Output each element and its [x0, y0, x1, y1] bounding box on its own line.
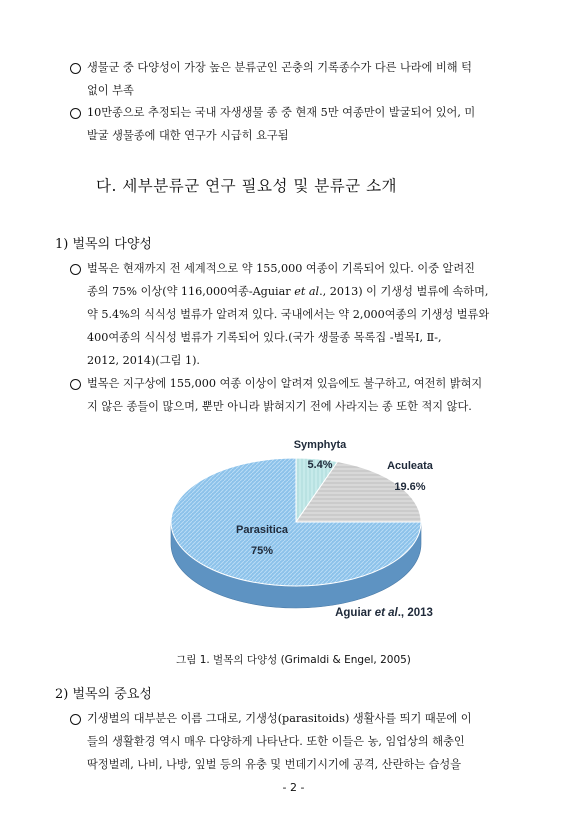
pie-chart [0, 425, 587, 655]
bullet-circle [70, 714, 81, 725]
italic-text: et al [294, 285, 320, 298]
slice-value-label: 19.6% [394, 481, 426, 493]
bullet-text: 생물군 중 다양성이 가장 높은 분류군인 곤충의 기록종수가 다른 나라에 비해 턱 [87, 61, 472, 74]
bullet-text: 지 않은 종들이 많으며, 뿐만 아니라 밝혀지기 전에 사라지는 종 또한 적지 않다. [87, 400, 472, 413]
slice-name-label: Symphyta [293, 439, 347, 451]
subsection-title: 2) 벌목의 중요성 [55, 687, 152, 702]
bullet-text: 벌목은 현재까지 전 세계적으로 약 155,000 여종이 기록되어 있다. 이중 알려진 [87, 262, 475, 275]
bullet-text: 들의 생활환경 역시 매우 다양하게 나타난다. 또한 이들은 농, 임업상의 해충인 [87, 735, 465, 748]
bullet-text: 약 5.4%의 식식성 벌류가 알려져 있다. 국내에서는 약 2,000여종의 기생성 벌류와 [87, 308, 490, 321]
slice-value-label: 5.4% [307, 459, 333, 471]
slice-name-label: Parasitica [236, 524, 288, 536]
bullet-circle [70, 264, 81, 275]
section-title: 다. 세부분류군 연구 필요성 및 분류군 소개 [96, 177, 398, 195]
bullet-text: 없이 부족 [87, 84, 134, 97]
bullet-circle [70, 379, 81, 390]
slice-name-label: Aculeata [387, 460, 433, 472]
bullet-text: 400여종의 식식성 벌류가 기록되어 있다.(국가 생물종 목록집 -벌목Ⅰ, Ⅱ-, [87, 331, 442, 344]
bullet-text: 10만종으로 추정되는 국내 자생생물 종 중 현재 5만 여종만이 발굴되어 있어, 미 [87, 106, 476, 119]
bullet-text: 종의 75% 이상(약 116,000여종-Aguiar et al., 2013) 이 기생성 벌류에 속하며, [87, 285, 489, 298]
bullet-circle [70, 63, 81, 74]
bullet-text: 기생벌의 대부분은 이름 그대로, 기생성(parasitoids) 생활사를 띄기 때문에 이 [87, 712, 472, 725]
bullet-circle [70, 108, 81, 119]
bullet-text: 벌목은 지구상에 155,000 여종 이상이 알려져 있음에도 불구하고, 여전히 밝혀지 [87, 377, 483, 390]
subsection-title: 1) 벌목의 다양성 [55, 237, 152, 252]
figure-caption: 그림 1. 벌목의 다양성 (Grimaldi & Engel, 2005) [176, 654, 411, 666]
bullet-text: 발굴 생물종에 대한 연구가 시급히 요구됨 [87, 129, 289, 142]
bullet-text: 2012, 2014)(그림 1). [87, 354, 200, 367]
bullet-text: 딱정벌레, 나비, 나방, 잎벌 등의 유충 및 번데기시기에 공격, 산란하는 습성을 [87, 758, 462, 771]
slice-value-label: 75% [250, 545, 274, 557]
chart-source-label: Aguiar et al., 2013 [335, 607, 433, 619]
page-number: - 2 - [282, 781, 305, 794]
